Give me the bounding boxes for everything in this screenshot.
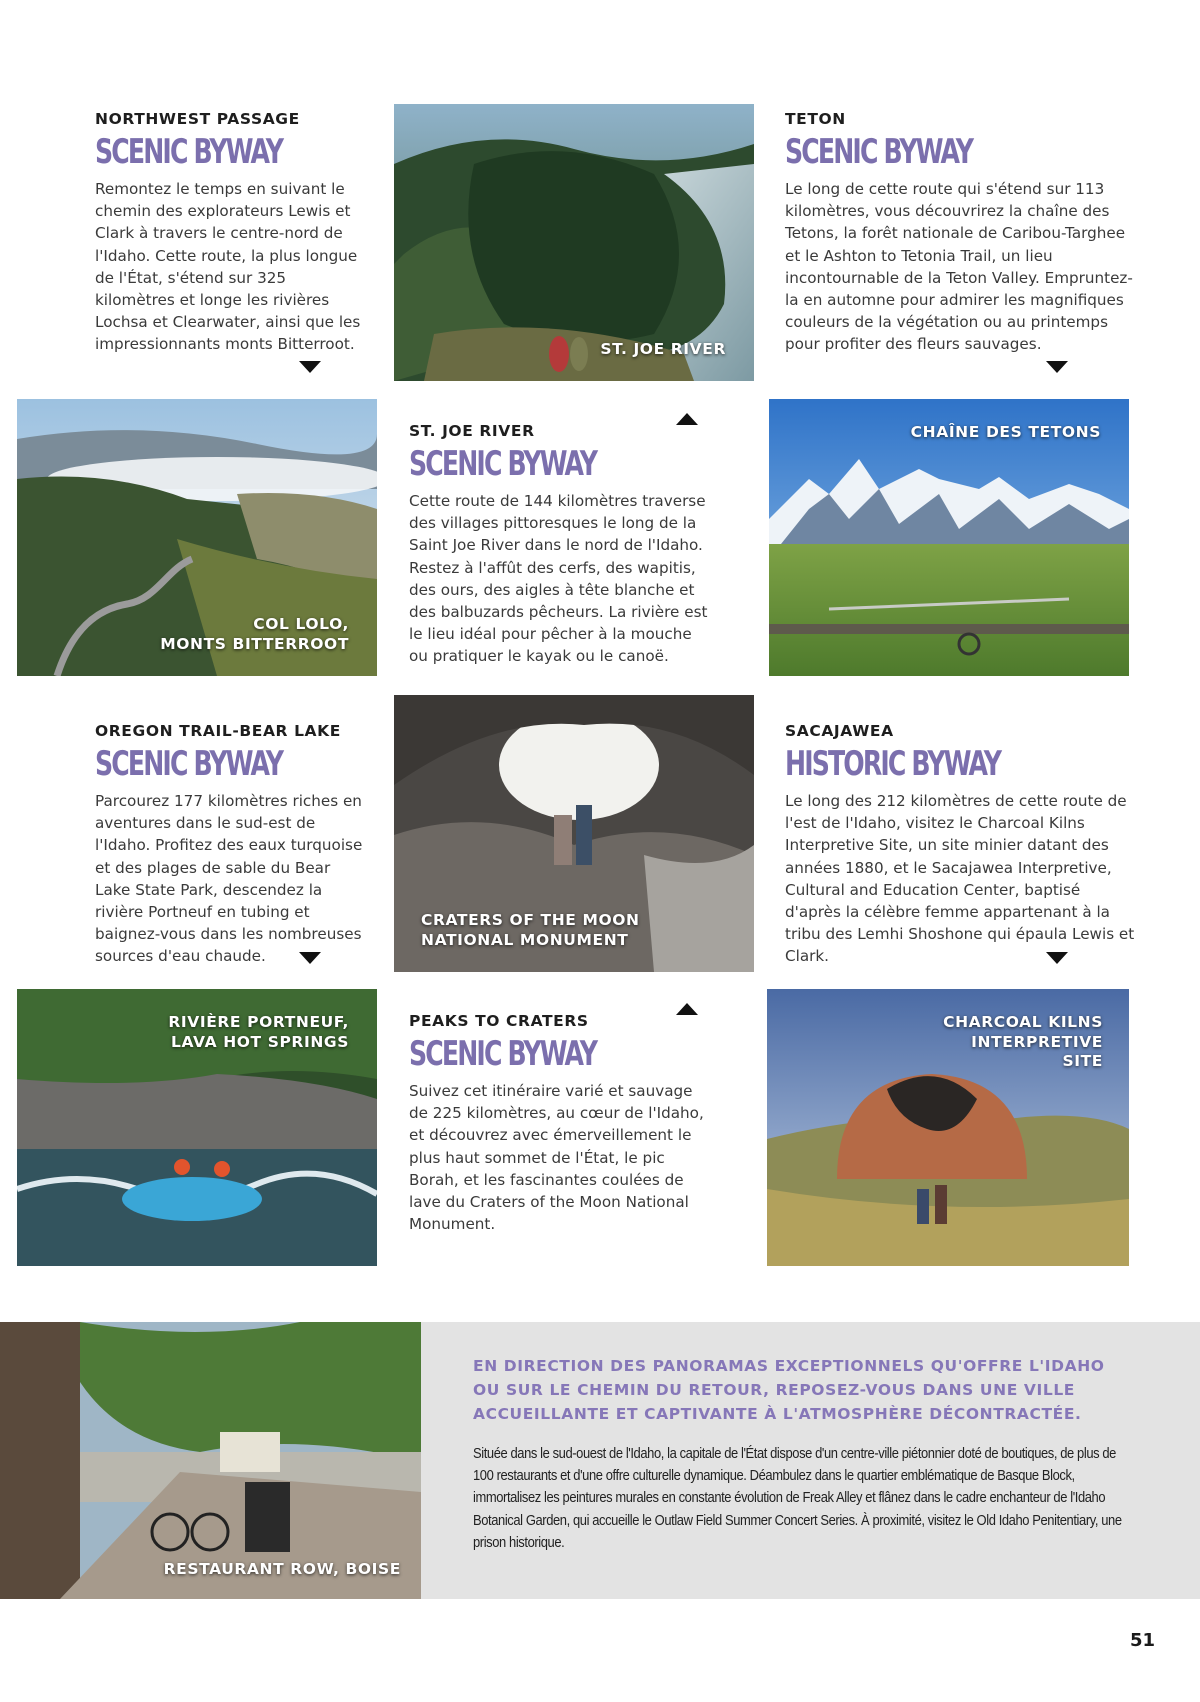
st-joe-body: Cette route de 144 kilomètres traverse des villages pittoresques le long de la Saint Joe River dans le nord de l'Idaho. Restez à l'affût des cerfs, des wapitis, des ours, des aigles à tête blanche et des balbuzards pêcheurs. La rivière est le lieu idéal pour pêcher à la mouche ou pratiquer le kayak ou le canoë. (409, 492, 708, 666)
photo-tetons (769, 399, 1129, 676)
northwest-passage-block (95, 110, 370, 356)
col-lolo-caption: COL LOLO, MONTS BITTERROOT (160, 615, 349, 653)
teton-body: Le long de cette route qui s'étend sur 113 kilomètres, vous découvrirez la chaîne des Tetons, la forêt nationale de Caribou-Targhee et le Ashton to Tetonia Trail, un lieu incontournable de la Teton Valley. Empruntez-la en automne pour admirer les magnifiques couleurs de la végétation ou au printemps pour profiter des fleurs sauvages. (785, 180, 1133, 354)
sacajawea-block (785, 722, 1135, 968)
peaks-to-craters-block (409, 1012, 709, 1235)
teton-block (785, 110, 1135, 356)
photo-restaurant-row-boise (0, 1322, 421, 1599)
st-joe-river-caption: ST. JOE RIVER (600, 339, 726, 358)
oregon-kicker: OREGON TRAIL-BEAR LAKE (95, 722, 341, 740)
sacajawea-headline: HISTORIC BYWAY (785, 744, 1001, 784)
photo-st-joe-river (394, 104, 754, 381)
portneuf-caption: RIVIÈRE PORTNEUF, LAVA HOT SPRINGS (168, 1013, 349, 1051)
photo-craters-of-the-moon (394, 695, 754, 972)
northwest-body: Remontez le temps en suivant le chemin des explorateurs Lewis et Clark à travers le centre-nord de l'Idaho. Cette route, la plus longue de l'État, s'étend sur 325 kilomètres et longe les rivières Lochsa et Clearwater, ainsi que les impressionnants monts Bitterroot. (95, 180, 361, 354)
northwest-kicker: NORTHWEST PASSAGE (95, 110, 300, 128)
boise-info-band (421, 1322, 1200, 1599)
sacajawea-kicker: SACAJAWEA (785, 722, 894, 740)
oregon-headline: SCENIC BYWAY (95, 744, 283, 784)
oregon-arrow-down-icon (299, 952, 321, 964)
st-joe-headline: SCENIC BYWAY (409, 444, 597, 484)
band-body: Située dans le sud-ouest de l'Idaho, la capitale de l'État dispose d'un centre-ville piétonnier doté de boutiques, de plus de 100 restaurants et d'une offre culturelle dynamique. Déambulez dans le quartier emblématique de Basque Block, immortalisez les peintures murales en constante évolution de Freak Alley et flânez dans le cadre enchanteur de l'Idaho Botanical Garden, qui accueille le Outlaw Field Summer Concert Series. À proximité, visitez le Old Idaho Penitentiary, une prison historique. (473, 1446, 1122, 1551)
photo-portneuf (17, 989, 377, 1266)
boise-street-image (0, 1322, 421, 1599)
st-joe-river-block (409, 422, 709, 668)
tetons-caption: CHAÎNE DES TETONS (910, 423, 1101, 441)
oregon-body: Parcourez 177 kilomètres riches en aventures dans le sud-est de l'Idaho. Profitez des eaux turquoise et des plages de sable du Bear Lake State Park, descendez la rivière Portneuf en tubing et baignez-vous dans les nombreuses sources d'eau chaude. (95, 792, 363, 966)
oregon-trail-block (95, 722, 370, 968)
st-joe-kicker: ST. JOE RIVER (409, 422, 535, 440)
charcoal-kilns-caption: CHARCOAL KILNS INTERPRETIVE SITE (943, 1013, 1103, 1070)
sacajawea-arrow-down-icon (1046, 952, 1068, 964)
peaks-body: Suivez cet itinéraire varié et sauvage de 225 kilomètres, au cœur de l'Idaho, et découvrez avec émerveillement le plus haut sommet de l'État, le pic Borah, et les fascinantes coulées de lave du Craters of the Moon National Monument. (409, 1082, 704, 1234)
peaks-headline: SCENIC BYWAY (409, 1034, 597, 1074)
photo-col-lolo (17, 399, 377, 676)
page-number: 51 (1130, 1630, 1156, 1651)
band-headline: EN DIRECTION DES PANORAMAS EXCEPTIONNELS QU'OFFRE L'IDAHO OU SUR LE CHEMIN DU RETOUR, REPOSEZ-VOUS DANS UNE VILLE ACCUEILLANTE ET CAPTIVANTE À L'ATMOSPHÈRE DÉCONTRACTÉE. (473, 1357, 1105, 1423)
teton-headline: SCENIC BYWAY (785, 132, 973, 172)
teton-arrow-down-icon (1046, 361, 1068, 373)
peaks-kicker: PEAKS TO CRATERS (409, 1012, 589, 1030)
craters-caption: CRATERS OF THE MOON NATIONAL MONUMENT (421, 911, 640, 949)
boise-caption: RESTAURANT ROW, BOISE (163, 1559, 401, 1578)
sacajawea-body: Le long des 212 kilomètres de cette route de l'est de l'Idaho, visitez le Charcoal Kilns Interpretive Site, un site minier datant des années 1880, et le Sacajawea Interpretive, Cultural and Education Center, baptisé d'après la célèbre femme appartenant à la tribu des Lemhi Shoshone qui épaula Lewis et Clark. (785, 792, 1135, 966)
photo-charcoal-kilns (767, 989, 1129, 1266)
northwest-arrow-down-icon (299, 361, 321, 373)
teton-kicker: TETON (785, 110, 846, 128)
northwest-headline: SCENIC BYWAY (95, 132, 283, 172)
